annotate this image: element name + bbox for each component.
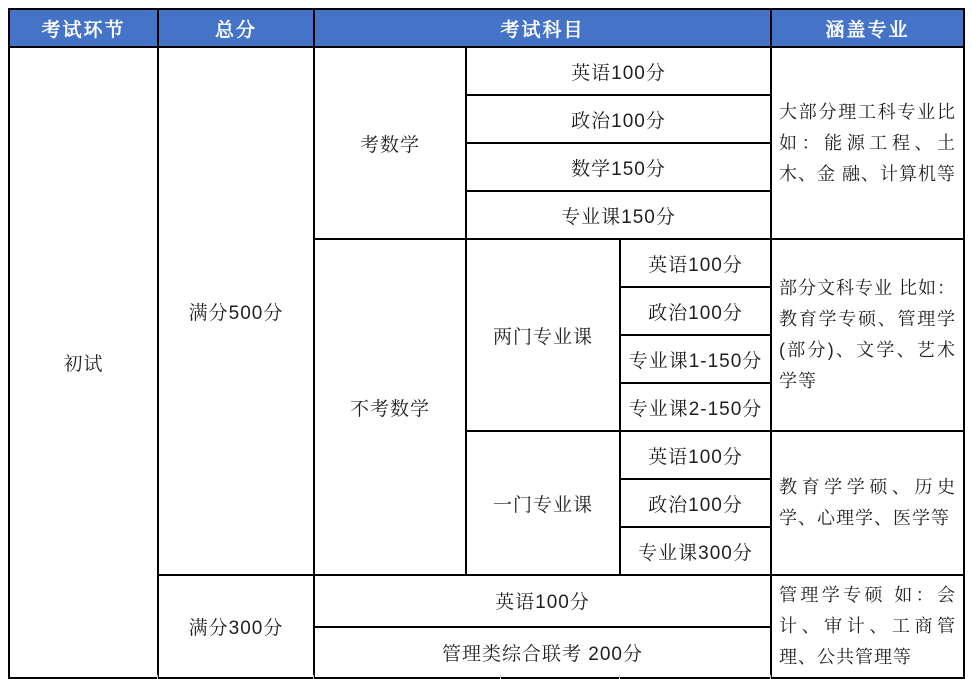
- exam-structure-table: [8, 8, 965, 679]
- cell-majors-one-course-track: 教育学学硕、历史学、心理学、医学等: [771, 431, 964, 575]
- cell-stage-first-exam: 初试: [9, 47, 158, 678]
- cell-group-with-math: 考数学: [314, 47, 466, 239]
- cell-subject-major-course: 专业课150分: [466, 191, 771, 239]
- header-row: [9, 9, 964, 47]
- cell-group-one-course: 一门专业课: [466, 431, 620, 575]
- cell-subject-major-course-300: 专业课300分: [620, 527, 771, 575]
- cell-subject-english: 英语100分: [314, 575, 771, 627]
- cell-group-two-courses: 两门专业课: [466, 239, 620, 431]
- cell-subject-major-course-1: 专业课1-150分: [620, 335, 771, 383]
- cell-total-300: 满分300分: [158, 575, 314, 678]
- cell-subject-politics: 政治100分: [620, 479, 771, 527]
- header-exam-stage: 考试环节: [9, 9, 158, 47]
- header-covered-majors: 涵盖专业: [771, 9, 964, 47]
- cell-subject-politics: 政治100分: [466, 95, 771, 143]
- cell-subject-english: 英语100分: [620, 239, 771, 287]
- cell-subject-politics: 政治100分: [620, 287, 771, 335]
- cell-subject-english: 英语100分: [620, 431, 771, 479]
- cell-majors-two-course-track: 部分文科专业 比如：教育学专硕、管理学(部分)、文学、艺术学等: [771, 239, 964, 431]
- cell-group-without-math: 不考数学: [314, 239, 466, 575]
- cell-subject-english: 英语100分: [466, 47, 771, 95]
- cell-total-500: 满分500分: [158, 47, 314, 575]
- cell-subject-major-course-2: 专业课2-150分: [620, 383, 771, 431]
- cell-majors-math-track: 大部分理工科专业比如：能源工程、土木、金 融、计算机等: [771, 47, 964, 239]
- cell-majors-mgmt-track: 管理学专硕 如：会计、审计、工商管理、公共管理等: [771, 575, 964, 678]
- cell-subject-math: 数学150分: [466, 143, 771, 191]
- cell-subject-mgmt-joint-exam: 管理类综合联考 200分: [314, 627, 771, 679]
- header-total-score: 总分: [158, 9, 314, 47]
- header-exam-subjects: 考试科目: [314, 9, 771, 47]
- table-row: [9, 47, 964, 95]
